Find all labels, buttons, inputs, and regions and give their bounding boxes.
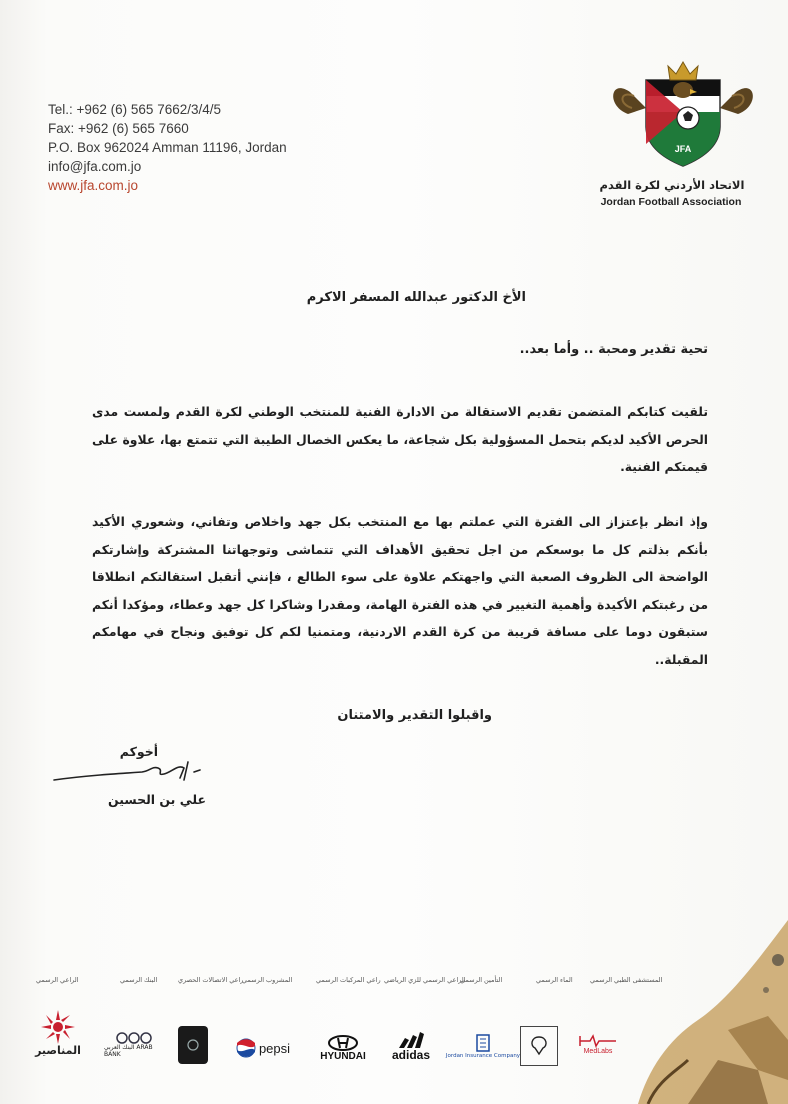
sponsor-label: الراعي الرسمي <box>36 976 79 984</box>
sponsor-logo-manaseer <box>28 998 88 1068</box>
org-name-arabic: الاتحاد الأردني لكرة القدم <box>599 178 745 192</box>
contact-tel: Tel.: +962 (6) 565 7662/3/4/5 <box>48 102 222 117</box>
sponsor-name: adidas <box>391 1048 430 1062</box>
letter-greeting: تحية تقدير ومحبة .. وأما بعد.. <box>519 342 708 357</box>
sponsor-name: pepsi <box>258 1040 291 1056</box>
sun-emblem-icon <box>41 1010 75 1044</box>
letter-paragraph-1: تلقيت كتابكم المتضمن تقديم الاستقالة من الادارة الفنية للمنتخب الوطني لكرة القدم ولمست مدى الحرص الأكيد لديكم بتحمل المسؤولية بكل شجاعة، ما يعكس الخصال الطيبة التي تتمتع بها، علاوة على قيمتكم الفنية. <box>92 404 708 474</box>
adidas-stripes-icon <box>397 1032 425 1048</box>
tree-icon <box>527 1034 551 1058</box>
letter-closing: واقبلوا التقدير والامتنان <box>337 708 492 723</box>
sponsor-label: البنك الرسمي <box>120 976 158 984</box>
sponsors-row <box>28 976 663 1088</box>
letter-signer: علي بن الحسين <box>108 792 206 807</box>
sponsor-logo-medlabs <box>568 1024 628 1064</box>
contact-fax: Fax: +962 (6) 565 7660 <box>48 121 189 136</box>
sponsor-label: المشروب الرسمي <box>242 976 293 984</box>
sponsor-name: المناصير <box>35 1043 81 1057</box>
pepsi-globe-icon <box>236 1038 256 1058</box>
sponsor-name: MedLabs <box>583 1047 613 1055</box>
contact-pobox: P.O. Box 962024 Amman 11196, Jordan <box>48 140 287 155</box>
eagle-crest-icon <box>598 56 768 176</box>
letter-sign-off: أخوكم <box>119 744 158 759</box>
sponsor-logo-water <box>520 1026 558 1066</box>
sponsor-logo-adidas <box>380 1028 442 1066</box>
football-corner-graphic <box>628 920 788 1104</box>
contact-website: www.jfa.com.jo <box>48 178 139 193</box>
letter-paragraph-2: وإذ انظر بإعتزاز الى الفترة التي عملتم بها مع المنتخب بكل جهد واخلاص وتفاني، وشعوري الأكيد بأنكم بذلتم كل ما بوسعكم من اجل تحقيق الأهداف التي تتماشى وتوجهاتنا المشتركة وإشارتكم الواضحة الى الظروف الصعبة التي واجهتكم علاوة على سوء الطالع ، فإنني أتقبل استقالتكم انطلاقا من رغبتكم الأكيدة وأهمية التغيير في هذه الفترة الهامة، ومقدرا وشاكرا كل جهد وعطاء، ومؤكدا أنكم ستبقون دوما على مسافة قريبة من كرة القدم الاردنية، ومتمنيا لكم كل توفيق ونجاح في مهامكم المقبلة.. <box>92 514 708 667</box>
letter-addressee: الأخ الدكتور عبدالله المسفر الاكرم <box>306 290 526 305</box>
sponsor-label: راعي الاتصالات الحصري <box>178 976 244 984</box>
insurance-icon <box>475 1033 491 1053</box>
phone-icon <box>186 1038 200 1052</box>
sponsor-label: الماء الرسمي <box>536 976 573 984</box>
sponsor-label: راعي المركبات الرسمي <box>316 976 381 984</box>
sponsor-logo-hyundai <box>310 1030 376 1066</box>
hyundai-icon <box>328 1035 358 1051</box>
contact-email: info@jfa.com.jo <box>48 159 142 174</box>
handwritten-signature <box>52 758 202 792</box>
sponsor-logo-jordan-insurance <box>445 1026 521 1066</box>
sponsor-label: الراعي الرسمي للزي الرياضي <box>384 976 466 984</box>
medlabs-icon <box>578 1034 618 1048</box>
logo-jfa-text: JFA <box>674 144 692 154</box>
sponsor-label: المستشفى الطبي الرسمي <box>590 976 663 984</box>
org-name-english: Jordan Football Association <box>600 196 742 208</box>
sponsor-logo-pepsi <box>230 1036 296 1060</box>
sponsor-name: HYUNDAI <box>320 1050 366 1062</box>
sponsor-logo-zain <box>178 1026 208 1064</box>
contact-block <box>48 100 287 195</box>
sponsor-name: البنك العربي ARAB BANK <box>104 1044 153 1058</box>
sponsor-logo-arab-bank <box>104 1028 164 1062</box>
sponsor-name: Jordan Insurance Company <box>445 1053 521 1059</box>
bank-icon <box>116 1032 152 1044</box>
sponsor-label: التأمين الرسمي <box>460 976 503 984</box>
